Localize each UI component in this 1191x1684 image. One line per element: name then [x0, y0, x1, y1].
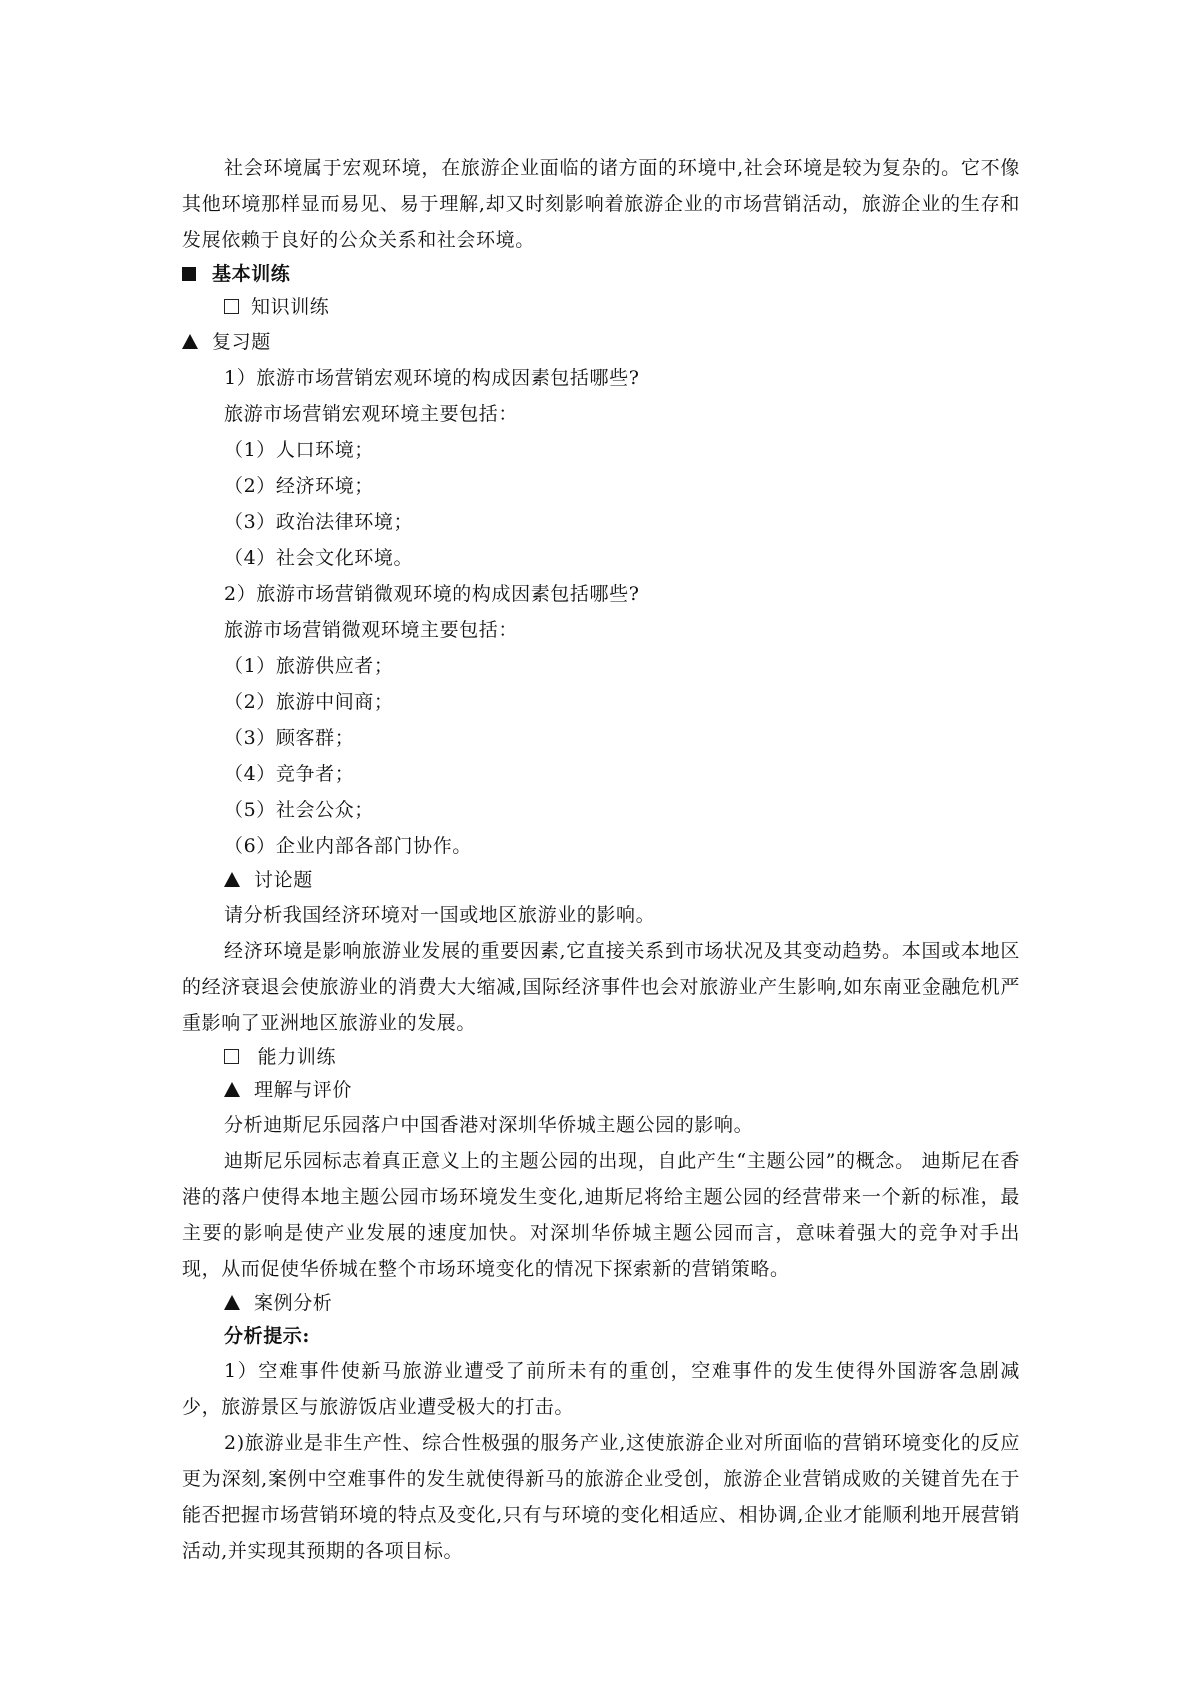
filled-square-icon	[182, 267, 196, 281]
section-title: 基本训练	[212, 263, 291, 285]
list-item: （4）竞争者；	[224, 763, 355, 785]
triangle-icon	[224, 1082, 240, 1097]
case-heading: 案例分析	[182, 1287, 1020, 1320]
list-item: （6）企业内部各部门协作。	[224, 835, 472, 857]
triangle-icon	[224, 1295, 240, 1310]
list-item: （3）顾客群；	[224, 727, 355, 749]
discussion-question: 请分析我国经济环境对一国或地区旅游业的影响。	[224, 904, 656, 926]
understanding-answer: 迪斯尼乐园标志着真正意义上的主题公园的出现，自此产生“主题公园”的概念。 迪斯尼在香港的落户使得本地主题公园市场环境发生变化,迪斯尼将给主题公园的经营带来一个新的标准，最主要的影响是使产业发展的速度加快。对深圳华侨城主题公园而言，意味着强大的竞争对手出现，从而促使华侨城在整个市场环境变化的情况下探索新的营销策略。	[182, 1150, 1020, 1280]
list-item: （5）社会公众；	[224, 799, 374, 821]
review-heading: 复习题	[182, 324, 1020, 360]
intro-paragraph: 社会环境属于宏观环境，在旅游企业面临的诸方面的环境中,社会环境是较为复杂的。它不像其他环境那样显而易见、易于理解,却又时刻影响着旅游企业的市场营销活动，旅游企业的生存和发展依赖于良好的公众关系和社会环境。	[182, 157, 1020, 251]
question-1: 1）旅游市场营销宏观环境的构成因素包括哪些?	[224, 367, 640, 389]
discussion-heading: 讨论题	[182, 864, 1020, 897]
list-item: （1）旅游供应者；	[224, 655, 394, 677]
triangle-icon	[182, 334, 198, 349]
answer-2-intro: 旅游市场营销微观环境主要包括：	[224, 619, 519, 641]
list-item: （3）政治法律环境；	[224, 511, 414, 533]
document-page	[182, 150, 1020, 1569]
list-item: （2）经济环境；	[224, 475, 374, 497]
case-point-1: 1）空难事件使新马旅游业遭受了前所未有的重创，空难事件的发生使得外国游客急剧减少，旅游景区与旅游饭店业遭受极大的打击。	[182, 1360, 1020, 1418]
answer-1-intro: 旅游市场营销宏观环境主要包括：	[224, 403, 519, 425]
case-point-2: 2)旅游业是非生产性、综合性极强的服务产业,这使旅游企业对所面临的营销环境变化的反应更为深刻,案例中空难事件的发生就使得新马的旅游企业受创，旅游企业营销成败的关键首先在于能否把握市场营销环境的特点及变化,只有与环境的变化相适应、相协调,企业才能顺利地开展营销活动,并实现其预期的各项目标。	[182, 1432, 1020, 1562]
ability-training-heading: 能力训练	[182, 1041, 1020, 1074]
list-item: （1）人口环境；	[224, 439, 374, 461]
knowledge-training-heading: 知识训练	[182, 291, 1020, 324]
understanding-question: 分析迪斯尼乐园落户中国香港对深圳华侨城主题公园的影响。	[224, 1114, 754, 1136]
section-basic-training	[182, 258, 1020, 291]
understanding-heading: 理解与评价	[182, 1074, 1020, 1107]
question-2: 2）旅游市场营销微观环境的构成因素包括哪些?	[224, 583, 640, 605]
triangle-icon	[224, 872, 240, 887]
open-square-icon	[224, 299, 239, 314]
list-item: （4）社会文化环境。	[224, 547, 414, 569]
analysis-hint-title: 分析提示:	[224, 1325, 311, 1347]
open-square-icon	[224, 1049, 239, 1064]
discussion-answer: 经济环境是影响旅游业发展的重要因素,它直接关系到市场状况及其变动趋势。本国或本地区的经济衰退会使旅游业的消费大大缩减,国际经济事件也会对旅游业产生影响,如东南亚金融危机严重影响了亚洲地区旅游业的发展。	[182, 940, 1020, 1034]
list-item: （2）旅游中间商；	[224, 691, 394, 713]
